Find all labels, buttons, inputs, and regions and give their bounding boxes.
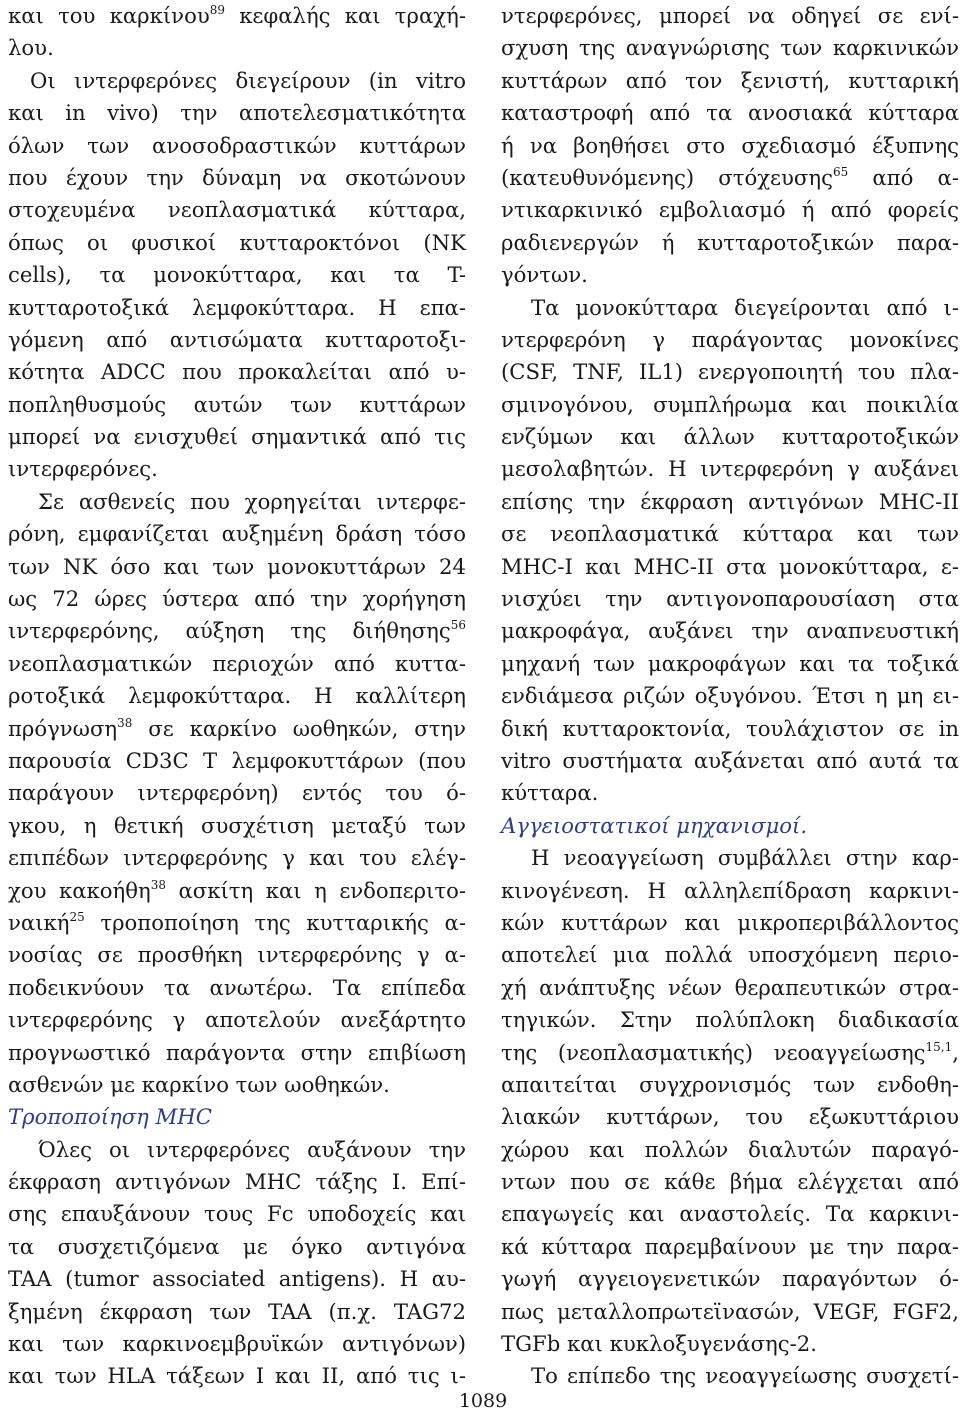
- text-line: ιντερφερόνης γ αποτελούν ανεξάρτητο: [8, 1007, 466, 1033]
- text-line: επαγωγείς και αναστολείς. Τα καρκινι-: [501, 1201, 959, 1227]
- text-line: αποτελεί μια πολλά υποσχόμενη περιο-: [501, 942, 959, 968]
- text-line: χώρου και πολλών διαλυτών παραγό-: [501, 1136, 959, 1162]
- text-line: ξημένη έκφραση των TAA (π.χ. TAG72: [8, 1298, 466, 1324]
- text-line: [8, 615, 466, 647]
- text-line: γόντων.: [501, 262, 588, 288]
- text-line: που έχουν την δύναμη να σκοτώνουν: [8, 164, 466, 190]
- citation-reference: 65: [832, 164, 849, 179]
- text-line: και των καρκινοεμβρυϊκών αντιγόνων): [8, 1331, 466, 1357]
- text-line: πως μεταλλοπρωτεϊνασών, VEGF, FGF2,: [501, 1298, 959, 1324]
- text-line: ενζύμων και άλλων κυτταροτοξικών: [501, 424, 959, 450]
- text-line: TAA (tumor associated antigens). Η αυ-: [8, 1266, 466, 1292]
- text-line: νεοπλασματικών περιοχών από κυττα-: [8, 650, 466, 676]
- citation-reference: 38: [117, 715, 133, 730]
- text-line: κότητα ADCC που προκαλείται από υ-: [8, 359, 466, 385]
- text-line: σχυση της αναγνώρισης των καρκινικών: [501, 35, 959, 61]
- text-line: Το επίπεδο της νεοαγγείωσης συσχετί-: [531, 1363, 959, 1389]
- text-line: νισχύει την αντιγονοπαρουσίαση στα: [501, 586, 959, 612]
- line-text: πρόγνωση: [8, 715, 118, 741]
- line-text-continued: ,: [952, 1039, 959, 1065]
- text-line: μηχανή των μακροφάγων και τα τοξικά: [501, 650, 959, 676]
- text-line: σης επαυξάνουν τους Fc υποδοχείς και: [8, 1201, 466, 1227]
- text-line: τηγικών. Στην πολύπλοκη διαδικασία: [501, 1007, 959, 1033]
- text-line: μακροφάγα, αυξάνει την αναπνευστική: [501, 618, 959, 644]
- text-line: επιπέδων ιντερφερόνης γ και του ελέγ-: [8, 845, 466, 871]
- text-line: γωγή αγγειογενετικών παραγόντων ό-: [501, 1266, 959, 1292]
- right-column: [501, 0, 959, 1393]
- line-text-continued: από α-: [848, 164, 959, 190]
- text-line: κυττάρων από τον ξενιστή, κυτταρική: [501, 67, 959, 93]
- citation-reference: 25: [69, 909, 85, 924]
- text-line: MHC-I και MHC-II στα μονοκύτταρα, ε-: [501, 553, 959, 579]
- text-line: [8, 0, 466, 32]
- text-line: επίσης την έκφραση αντιγόνων MHC-II: [501, 488, 959, 514]
- text-line: κυτταροτοξικά λεμφοκύτταρα. Η επα-: [8, 294, 466, 320]
- text-line: έκφραση αντιγόνων MHC τάξης I. Επί-: [8, 1169, 466, 1195]
- text-line: σε νεοπλασματικά κύτταρα και των: [501, 521, 959, 547]
- text-line: των NK όσο και των μονοκυττάρων 24: [8, 553, 466, 579]
- line-text: της (νεοπλασματικής) νεοαγγείωσης: [501, 1039, 926, 1065]
- text-line: Η νεοαγγείωση συμβάλλει στην καρ-: [531, 845, 959, 871]
- citation-reference: 15,1: [925, 1039, 953, 1054]
- text-line: ή να βοηθήσει στο σχεδιασμό έξυπνης: [501, 132, 959, 158]
- text-line: τα συσχετιζόμενα με όγκο αντιγόνα: [8, 1233, 466, 1259]
- line-text-continued: ασκίτη και η ενδοπεριτο-: [165, 877, 466, 903]
- line-text: ναική: [8, 909, 70, 935]
- citation-reference: 38: [150, 877, 166, 892]
- line-text: ιντερφερόνης, αύξηση της διήθησης: [8, 618, 451, 644]
- text-line: Όλες οι ιντερφερόνες αυξάνουν την: [38, 1136, 466, 1162]
- text-line: λου.: [8, 35, 54, 61]
- text-line: κύτταρα.: [501, 780, 599, 806]
- text-line: κινογένεση. Η αλληλεπίδραση καρκινι-: [501, 877, 959, 903]
- text-line: χή ανάπτυξης νέων θεραπευτικών στρα-: [501, 974, 959, 1000]
- text-line: ασθενών με καρκίνο των ωοθηκών.: [8, 1071, 390, 1097]
- section-heading: Τροποποίηση MHC: [8, 1104, 212, 1130]
- citation-reference: 89: [209, 3, 225, 17]
- line-text-continued: σε καρκίνο ωοθηκών, στην: [132, 715, 466, 741]
- line-text: (κατευθυνόμενης) στόχευσης: [501, 164, 833, 190]
- text-line: παρουσία CD3C T λεμφοκυττάρων (που: [8, 747, 466, 773]
- text-line: [8, 907, 466, 939]
- text-line: ιντερφερόνες.: [8, 456, 158, 482]
- text-line: ροτοξικά λεμφοκύτταρα. Η καλλίτερη: [8, 683, 466, 709]
- text-line: όλων των ανοσοδραστικών κυττάρων: [8, 132, 466, 158]
- text-line: Τα μονοκύτταρα διεγείρονται από ι-: [531, 294, 959, 320]
- text-line: (CSF, TNF, IL1) ενεργοποιητή του πλα-: [501, 359, 959, 385]
- text-line: κά κύτταρα παρεμβαίνουν με την παρα-: [501, 1233, 959, 1259]
- text-line: [501, 1037, 959, 1069]
- text-line: και των HLA τάξεων I και II, από τις ι-: [8, 1363, 466, 1389]
- text-line: ραδιενεργών ή κυτταροτοξικών παρα-: [501, 229, 959, 255]
- text-line: όπως οι φυσικοί κυτταροκτόνοι (NK: [8, 229, 466, 255]
- line-text-continued: τροποποίηση της κυτταρικής α-: [84, 909, 466, 935]
- text-line: απαιτείται συγχρονισμός των ενδοθη-: [501, 1071, 959, 1097]
- section-heading: Αγγειοστατικοί μηχανισμοί.: [501, 812, 808, 838]
- text-line: δική κυτταροκτονία, τουλάχιστον σε in: [501, 715, 959, 741]
- text-line: γκου, η θετική συσχέτιση μεταξύ των: [8, 812, 466, 838]
- text-line: ενδιάμεσα ριζών οξυγόνου. Έτσι η μη ει-: [501, 683, 959, 709]
- text-line: σμινογόνου, συμπλήρωμα και ποικιλία: [501, 391, 959, 417]
- text-line: γόμενη από αντισώματα κυτταροτοξι-: [8, 326, 466, 352]
- text-line: Οι ιντερφερόνες διεγείρουν (in vitro: [30, 67, 466, 93]
- text-line: κών κυττάρων και μικροπεριβάλλοντος: [501, 909, 959, 935]
- text-line: Σε ασθενείς που χορηγείται ιντερφε-: [38, 488, 466, 514]
- text-line: TGFb και κυκλοξυγενάσης-2.: [501, 1331, 817, 1357]
- line-text-continued: κεφαλής και τραχή-: [224, 3, 466, 28]
- text-line: και in vivo) την αποτελεσματικότητα: [8, 100, 466, 126]
- text-line: ντων που σε κάθε βήμα ελέγχεται από: [501, 1169, 959, 1195]
- text-line: vitro συστήματα αυξάνεται από αυτά τα: [501, 747, 959, 773]
- line-text: και του καρκίνου: [8, 3, 210, 28]
- text-line: στοχευμένα νεοπλασματικά κύτταρα,: [8, 197, 466, 223]
- citation-reference: 56: [450, 618, 466, 633]
- text-line: cells), τα μονοκύτταρα, και τα T-: [8, 262, 466, 288]
- text-line: ντερφερόνες, μπορεί να οδηγεί σε ενί-: [501, 3, 959, 28]
- text-line: ως 72 ώρες ύστερα από την χορήγηση: [8, 586, 466, 612]
- text-line: μπορεί να ενισχυθεί σημαντικά από τις: [8, 424, 466, 450]
- text-line: ποπληθυσμούς αυτών των κυττάρων: [8, 391, 466, 417]
- text-line: ντικαρκινικό εμβολιασμό ή από φορείς: [501, 197, 959, 223]
- page-number: 1089: [458, 1390, 508, 1412]
- text-line: καταστροφή από τα ανοσιακά κύτταρα: [501, 100, 959, 126]
- text-line: [8, 875, 466, 907]
- text-line: ντερφερόνη γ παράγοντας μονοκίνες: [501, 326, 959, 352]
- text-line: [8, 713, 466, 745]
- text-line: [501, 162, 959, 194]
- line-text: χου κακοήθη: [8, 877, 151, 903]
- text-line: προγνωστικό παράγοντα στην επιβίωση: [8, 1039, 466, 1065]
- text-line: παράγουν ιντερφερόνη) εντός του ό-: [8, 780, 466, 806]
- text-line: ποδεικνύουν τα ανωτέρω. Τα επίπεδα: [8, 974, 466, 1000]
- text-line: νοσίας σε προσθήκη ιντερφερόνης γ α-: [8, 942, 466, 968]
- text-line: ρόνη, εμφανίζεται αυξημένη δράση τόσο: [8, 521, 466, 547]
- text-line: λιακών κυττάρων, του εξωκυττάριου: [501, 1104, 959, 1130]
- left-column: [8, 0, 466, 1393]
- text-line: μεσολαβητών. Η ιντερφερόνη γ αυξάνει: [501, 456, 959, 482]
